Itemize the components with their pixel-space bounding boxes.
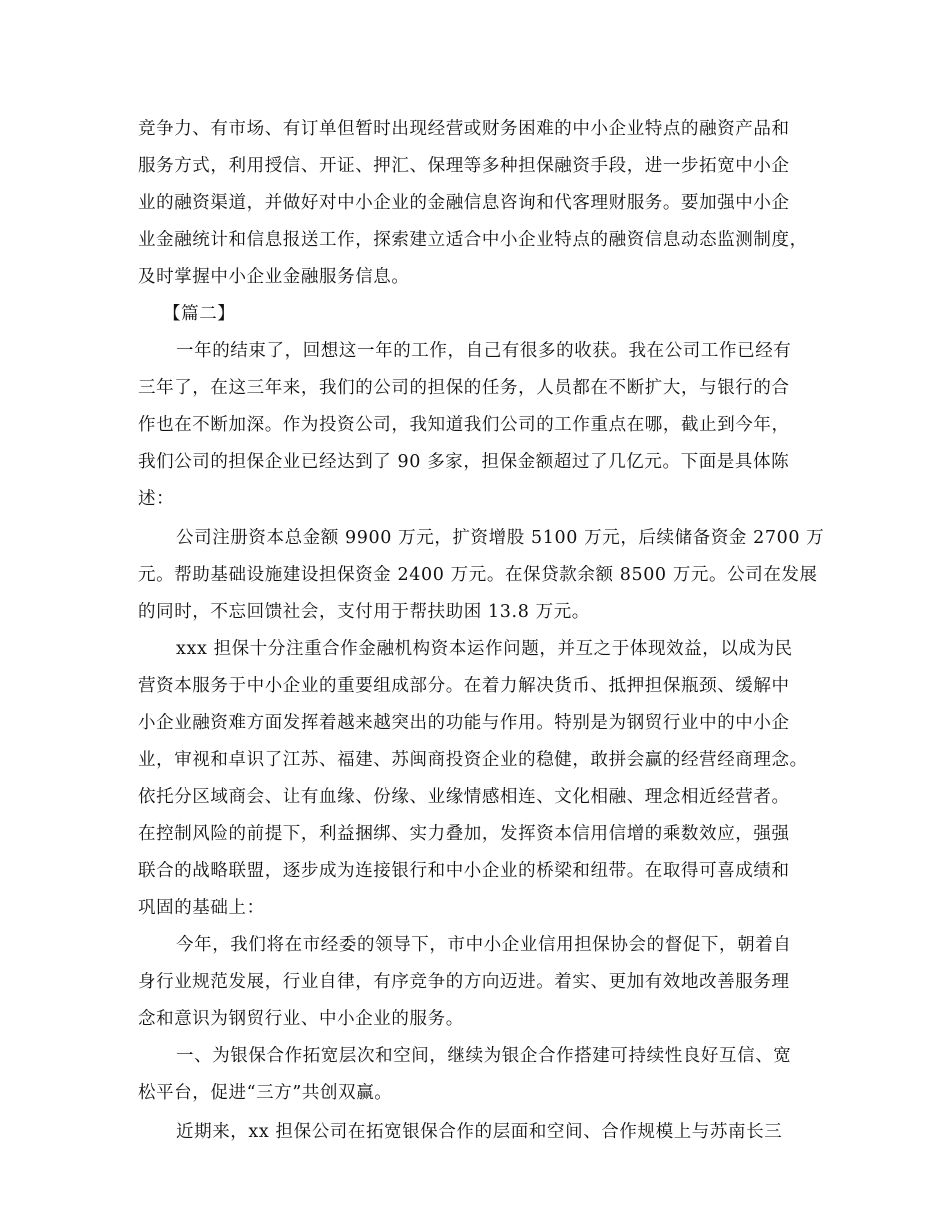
text-line: 在控制风险的前提下，利益捆绑、实力叠加，发挥资本信用信增的乘数效应，强强	[138, 824, 790, 844]
text-line: 业，审视和卓识了江苏、福建、苏闽商投资企业的稳健，敢拼会赢的经营经商理念。	[138, 750, 808, 770]
text-line: 及时掌握中小企业金融服务信息。	[138, 267, 410, 287]
text-line: 作也在不断加深。作为投资公司，我知道我们公司的工作重点在哪，截止到今年，	[138, 415, 790, 435]
text-line: 营资本服务于中小企业的重要组成部分。在着力解决货币、抵押担保瓶颈、缓解中	[138, 676, 790, 696]
text-line: 松平台，促进“三方”共创双赢。	[138, 1083, 393, 1103]
text-line: 联合的战略联盟，逐步成为连接银行和中小企业的桥梁和纽带。在取得可喜成绩和	[138, 861, 790, 881]
text-line: 小企业融资难方面发挥着越来越突出的功能与作用。特别是为钢贸行业中的中小企	[138, 713, 790, 733]
text-line: 服务方式，利用授信、开证、押汇、保理等多种担保融资手段，进一步拓宽中小企	[138, 156, 790, 176]
text-line: 公司注册资本总金额 9900 万元，扩资增股 5100 万元，后续储备资金 2700 万	[176, 528, 825, 548]
text-line: 元。帮助基础设施建设担保资金 2400 万元。在保贷款余额 8500 万元。公司在发展	[138, 565, 818, 585]
text-line: 业金融统计和信息报送工作，探索建立适合中小企业特点的融资信息动态监测制度，	[138, 230, 808, 250]
text-line: 一、为银保合作拓宽层次和空间，继续为银企合作搭建可持续性良好互信、宽	[176, 1046, 792, 1066]
text-line: 业的融资渠道，并做好对中小企业的金融信息咨询和代客理财服务。要加强中小企	[138, 193, 790, 213]
text-line: 三年了，在这三年来，我们的公司的担保的任务，人员都在不断扩大，与银行的合	[138, 378, 790, 398]
text-line: 的同时，不忘回馈社会，支付用于帮扶助困 13.8 万元。	[138, 602, 590, 622]
text-line: 身行业规范发展，行业自律，有序竞争的方向迈进。着实、更加有效地改善服务理	[138, 972, 790, 992]
text-line: 今年，我们将在市经委的领导下，市中小企业信用担保协会的督促下，朝着自	[176, 935, 792, 955]
section-heading: 【篇二】	[163, 304, 236, 324]
text-line: 近期来，xx 担保公司在拓宽银保合作的层面和空间、合作规模上与苏南长三	[176, 1122, 783, 1142]
text-line: 依托分区域商会、让有血缘、份缘、业缘情感相连、文化相融、理念相近经营者。	[138, 787, 790, 807]
text-line: 念和意识为钢贸行业、中小企业的服务。	[138, 1009, 464, 1029]
text-line: xxx 担保十分注重合作金融机构资本运作问题，并互之于体现效益，以成为民	[176, 639, 793, 659]
text-line: 巩固的基础上：	[138, 898, 265, 918]
text-line: 述：	[138, 489, 175, 509]
text-line: 竞争力、有市场、有订单但暂时出现经营或财务困难的中小企业特点的融资产品和	[138, 119, 790, 139]
text-line: 一年的结束了，回想这一年的工作，自己有很多的收获。我在公司工作已经有	[176, 341, 792, 361]
text-line: 我们公司的担保企业已经达到了 90 多家，担保金额超过了几亿元。下面是具体陈	[138, 452, 790, 472]
